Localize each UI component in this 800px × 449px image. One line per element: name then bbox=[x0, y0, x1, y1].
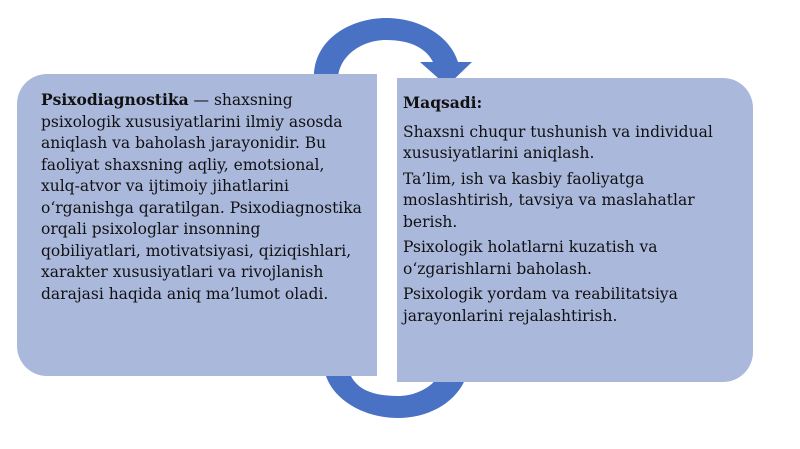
definition-card bbox=[17, 74, 377, 376]
term-title: Psixodiagnostika bbox=[41, 90, 189, 109]
goal-item: Psixologik yordam va reabilitatsiya jarayonlarini rejalashtirish. bbox=[403, 285, 678, 325]
goal-item: Psixologik holatlarni kuzatish va o‘zgarishlarni baholash. bbox=[403, 238, 658, 278]
goal-item: Ta’lim, ish va kasbiy faoliyatga moslashtirish, tavsiya va maslahatlar berish. bbox=[403, 169, 695, 231]
definition-text: — shaxsning psixologik xususiyatlarini ilmiy asosda aniqlash va baholash jarayonidir. Bu faoliyat shaxsning aqliy, emotsional, xulq-atvor va ijtimoiy jihatlarini o‘rganishga qaratilgan. Psixodiagnostika orqali psixologlar insonning qobiliyatlari, motivatsiyasi, qiziqishlari, xarakter xususiyatlari va rivojlanish darajasi haqida aniq ma’lumot oladi. bbox=[41, 91, 362, 303]
goal-item: Shaxsni chuqur tushunish va individual xususiyatlarini aniqlash. bbox=[403, 122, 713, 162]
goals-card bbox=[397, 78, 753, 382]
goals-heading: Maqsadi: bbox=[403, 93, 483, 112]
